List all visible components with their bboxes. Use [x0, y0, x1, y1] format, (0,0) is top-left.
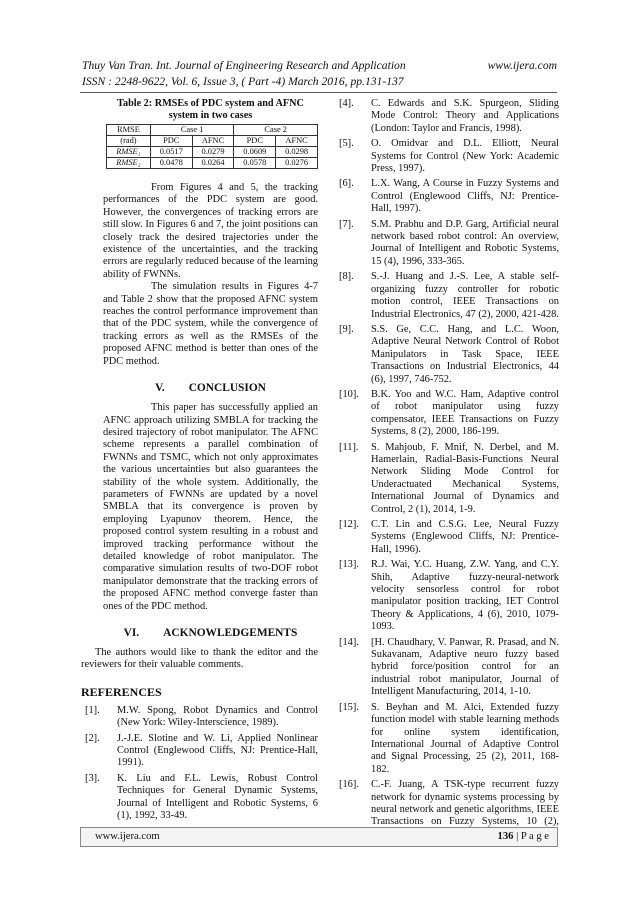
reference-number: [5]. [339, 138, 354, 150]
section-title: CONCLUSION [188, 382, 266, 395]
page-separator: | [513, 831, 521, 842]
rmse-table [106, 124, 318, 169]
reference-item [339, 98, 559, 135]
table-cell: 0.0517 [150, 147, 192, 158]
reference-item [339, 519, 559, 556]
table-header-pdc: PDC [150, 136, 192, 147]
reference-text: [H. Chaudhary, V. Panwar, R. Prasad, and N. Sukavanam, Adaptive neuro fuzzy based hybrid force/position control for an industrial robot manipulator, Journal of Intelligent Manufacturing, 2014, 1-10. [371, 636, 559, 698]
conclusion-paragraph: This paper has successfully applied an AFNC approach utilizing SMBLA for tracking the desired trajectory of robot manipulator. The AFNC scheme represents a parallel combination of FWNNs and TSMC, which not only approximates the various uncertainties but also guarantees the stability of the whole system. Additionally, the parameters of FWNNs are updated by a novel SMBLA that its convergence is proven by employing Lyapunov theorem. Hence, the proposed control system resulting in a robust and improved tracking performance without the detailed knowledge of robot manipulator. The comparative simulation results of two-DOF robot manipulator demonstrate that the tracking errors of the proposed AFNC method converge faster than ones of the PDC method. [103, 402, 318, 612]
table-header-afnc: AFNC [192, 136, 234, 147]
reference-text: S.S. Ge, C.C. Hang, and L.C. Woon, Adaptive Neural Network Control of Robot Manipulators in Task Space, IEEE Transactions on Industrial Electronics, 44 (6), 1997, 746-752. [371, 323, 559, 385]
reference-text: O. Omidvar and D.L. Elliott, Neural Systems for Control (New York: Academic Press, 1997). [371, 138, 559, 175]
results-paragraph-1: From Figures 4 and 5, the tracking performances of the PDC system are good. However, the convergences of tracking errors are still slow. In Figures 6 and 7, the joint positions can closely track the desired trajectories under the existence of the uncertainties, and the tracking errors are regularly reduced because of the learning ability of FWNNs. [103, 182, 318, 280]
table-row-label: RMSE₁ [107, 147, 151, 158]
references-heading: REFERENCES [81, 684, 162, 699]
reference-item [339, 389, 559, 439]
reference-number: [11]. [339, 441, 359, 453]
page-number-value: 136 [497, 831, 514, 842]
table-header-case2: Case 2 [234, 125, 318, 136]
reference-item [339, 138, 559, 175]
footer-url[interactable]: www.ijera.com [95, 831, 160, 842]
table-header-row [107, 125, 318, 136]
table-cell: 0.0298 [276, 147, 318, 158]
reference-number: [7]. [339, 218, 354, 230]
reference-text: S. Mahjoub, F. Mnif, N. Derbel, and M. Hamerlain, Radial-Basis-Functions Neural Network Sliding Mode Control for Underactuated Mechanical Systems, International Journal of Dynamics and Control, 2 (1), 2014, 1-9. [371, 441, 559, 515]
reference-number: [15]. [339, 701, 359, 713]
table-cell: 0.0609 [234, 147, 276, 158]
table-header-rmse: RMSE [107, 125, 151, 136]
table-cell: 0.0578 [234, 158, 276, 169]
table-cell: 0.0478 [150, 158, 192, 169]
reference-text: S. Beyhan and M. Alci, Extended fuzzy function model with stable learning methods for online system identification, International Journal of Adaptive Control and Signal Processing, 25 (2), 2011, 168-182. [371, 701, 559, 775]
results-paragraph-2: The simulation results in Figures 4-7 and Table 2 show that the proposed AFNC system reaches the control performance improvement than that of the PDC system, while the convergence of tracking errors as well as the RMSEs of the proposed AFNC method is better than ones of the PDC method. [103, 281, 318, 367]
table-header-pdc: PDC [234, 136, 276, 147]
reference-item [339, 637, 559, 699]
table-subheader-row [107, 136, 318, 147]
journal-url[interactable]: www.ijera.com [487, 59, 557, 72]
table-row [107, 158, 318, 169]
acknowledgements-paragraph: The authors would like to thank the editor and the reviewers for their valuable comments. [81, 647, 318, 671]
reference-item [85, 733, 318, 770]
running-header [82, 58, 557, 90]
table-cell: 0.0276 [276, 158, 318, 169]
reference-text: K. Liu and F.L. Lewis, Robust Control Techniques for General Dynamic Systems, Journal of Intelligent and Robotic Systems, 6 (1), 1992, 33-49. [117, 772, 318, 822]
acknowledgements-heading [103, 627, 318, 640]
right-column [339, 98, 559, 844]
header-divider [80, 92, 557, 93]
reference-item [85, 773, 318, 823]
reference-text: L.X. Wang, A Course in Fuzzy Systems and Control (Englewood Cliffs, NJ: Prentice-Hall, 1997). [371, 178, 559, 215]
reference-text: C.T. Lin and C.S.G. Lee, Neural Fuzzy Systems (Englewood Cliffs, NJ: Prentice-Hall, 1996). [371, 519, 559, 555]
table-header-case1: Case 1 [150, 125, 234, 136]
section-number: VI. [123, 627, 140, 639]
table-header-afnc: AFNC [276, 136, 318, 147]
reference-text: C.-F. Juang, A TSK-type recurrent fuzzy network for dynamic systems processing by neural network and genetic algorithms, IEEE Transactions on Fuzzy Systems, 10 (2), [371, 779, 559, 828]
reference-number: [2]. [85, 732, 100, 744]
reference-text: S.-J. Huang and J.-S. Lee, A stable self-organizing fuzzy controller for robotic motion control, IEEE Transactions on Industrial Electronics, 47 (2), 2000, 421-428. [371, 271, 559, 320]
left-column [81, 98, 318, 825]
conclusion-heading [103, 382, 318, 395]
reference-number: [1]. [85, 704, 100, 716]
journal-citation: Thuy Van Tran. Int. Journal of Engineering Research and Application [82, 59, 406, 72]
table-row [107, 147, 318, 158]
reference-number: [14]. [339, 636, 359, 648]
reference-item [339, 324, 559, 386]
reference-item [339, 271, 559, 321]
section-title: ACKNOWLEDGEMENTS [163, 627, 298, 639]
reference-number: [4]. [339, 98, 354, 109]
reference-number: [10]. [339, 388, 359, 400]
reference-number: [8]. [339, 271, 354, 283]
table-caption: Table 2: RMSEs of PDC system and AFNC system in two cases [117, 98, 304, 121]
reference-item [339, 442, 559, 516]
reference-text: C. Edwards and S.K. Spurgeon, Sliding Mode Control: Theory and Applications (London: Taylor and Francis, 1998). [371, 98, 559, 134]
reference-number: [13]. [339, 559, 359, 571]
reference-number: [9]. [339, 323, 354, 335]
reference-text: S.M. Prabhu and D.P. Garg, Artificial neural network based robot control: An overview, Journal of Intelligent and Robotic Systems, 15 (4), 1996, 333-365. [371, 218, 559, 267]
page-number [498, 831, 549, 842]
table-cell: 0.0279 [192, 147, 234, 158]
reference-item [339, 178, 559, 215]
reference-number: [16]. [339, 779, 359, 791]
issn-line: ISSN : 2248-9622, Vol. 6, Issue 3, ( Part -4) March 2016, pp.131-137 [82, 75, 404, 88]
table-cell: 0.0264 [192, 158, 234, 169]
reference-text: R.J. Wai, Y.C. Huang, Z.W. Yang, and C.Y. Shih, Adaptive fuzzy-neural-network velocity sensorless control for robot manipulator position tracking, IET Control Theory & Applications, 4 (6), 2010, 1079-1093. [371, 559, 559, 633]
reference-text: M.W. Spong, Robot Dynamics and Control (New York: Wiley-Interscience, 1989). [117, 704, 318, 729]
reference-text: B.K. Yoo and W.C. Ham, Adaptive control of robot manipulator using fuzzy compensator, IEEE Transactions on Fuzzy Systems, 8 (2), 2000, 186-199. [371, 388, 559, 438]
reference-list-left [85, 705, 318, 823]
reference-item [339, 219, 559, 269]
reference-number: [12]. [339, 519, 359, 530]
reference-item [339, 702, 559, 776]
page-word: P a g e [520, 831, 549, 842]
reference-item [339, 559, 559, 633]
table-header-unit: (rad) [107, 136, 151, 147]
table-row-label: RMSE₂ [107, 158, 151, 169]
section-number: V. [155, 382, 165, 395]
reference-text: J.-J.E. Slotine and W. Li, Applied Nonlinear Control (Englewood Cliffs, NJ: Prentice-Hall, 1991). [117, 732, 318, 769]
reference-number: [6]. [339, 178, 354, 190]
reference-number: [3]. [85, 772, 100, 784]
reference-item [85, 705, 318, 730]
page-footer [80, 827, 558, 847]
